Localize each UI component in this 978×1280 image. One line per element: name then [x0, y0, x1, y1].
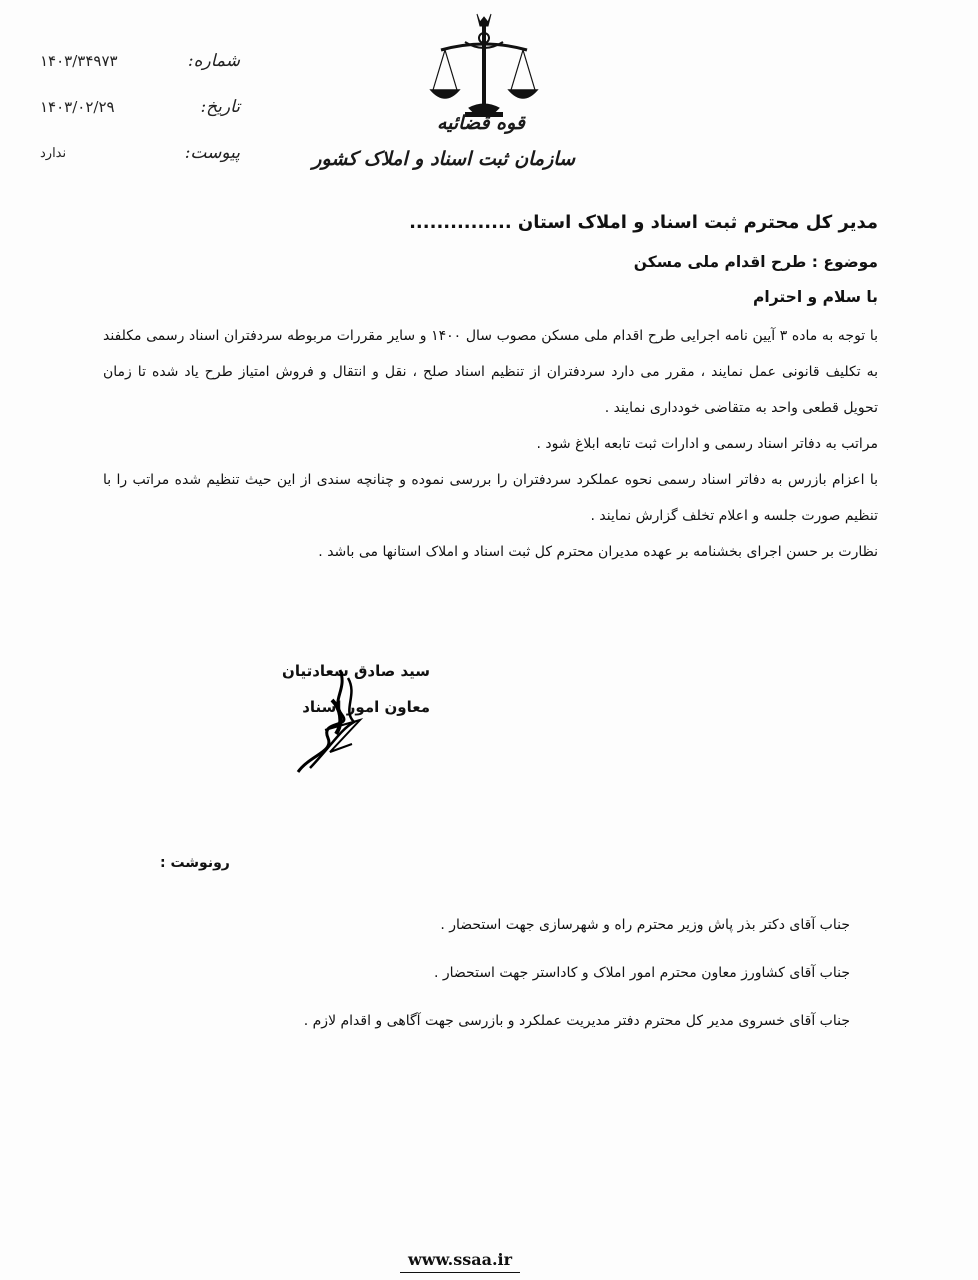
meta-date-row	[40, 84, 240, 130]
signature-block	[270, 660, 430, 780]
judiciary-name: قوه قضائیه	[436, 112, 525, 134]
body-paragraph: مراتب به دفاتر اسناد رسمی و ادارات ثبت تابعه ابلاغ شود .	[536, 436, 878, 452]
letter-body	[103, 318, 878, 570]
attachment-label: پیوست:	[184, 143, 240, 163]
cc-list	[170, 913, 850, 1057]
meta-number-row	[40, 38, 240, 84]
handwritten-signature-icon	[270, 660, 430, 780]
attachment-value: ندارد	[40, 145, 67, 161]
meta-attachment-row	[40, 130, 240, 176]
body-paragraph: نظارت بر حسن اجرای بخشنامه بر عهده مدیران محترم کل ثبت اسناد و املاک استانها می باشد .	[318, 544, 878, 560]
date-label: تاریخ:	[200, 97, 240, 117]
letter-greeting: با سلام و احترام	[753, 288, 878, 306]
website-link[interactable]: www.ssaa.ir	[407, 1250, 513, 1269]
number-label: شماره:	[187, 51, 240, 71]
signatory-title: معاون امور اسناد	[302, 698, 430, 716]
letter-subject: موضوع : طرح اقدام ملی مسکن	[633, 253, 878, 271]
website-underline	[400, 1272, 520, 1273]
date-value: ۱۴۰۳/۰۲/۲۹	[40, 98, 115, 116]
signatory-name: سید صادق سعادتیان	[282, 662, 430, 680]
cc-item: جناب آقای کشاورز معاون محترم امور املاک و کاداستر جهت استحضار .	[433, 965, 850, 981]
body-paragraph: با اعزام بازرس به دفاتر اسناد رسمی نحوه عملکرد سردفتران را بررسی نموده و چنانچه سندی از این حیث تنظیم شده مراتب را با تنظیم صورت جلسه و اعلام تخلف گزارش نمایند .	[103, 472, 878, 524]
cc-label: رونوشت :	[160, 855, 230, 871]
number-value: ۱۴۰۳/۳۴۹۷۳	[40, 52, 118, 70]
organization-header	[312, 112, 575, 184]
letter-addressee: مدیر کل محترم ثبت اسناد و املاک استان ...............	[409, 212, 878, 233]
organization-name: سازمان ثبت اسناد و املاک کشور	[312, 148, 575, 170]
scales-of-justice-emblem-icon	[425, 8, 543, 126]
cc-item: جناب آقای دکتر بذر پاش وزیر محترم راه و شهرسازی جهت استحضار .	[440, 917, 850, 933]
letter-meta	[40, 38, 240, 176]
body-paragraph: با توجه به ماده ۳ آیین نامه اجرایی طرح اقدام ملی مسکن مصوب سال ۱۴۰۰ و سایر مقررات مربوطه سردفتران اسناد رسمی مکلفند به تکلیف قانونی عمل نمایند ، مقرر می دارد سردفتران از تنظیم اسناد صلح ، نقل و انتقال و فروش امتیاز طرح یاد شده تا زمان تحویل قطعی واحد به متقاضی خودداری نمایند .	[103, 328, 878, 416]
cc-item: جناب آقای خسروی مدیر کل محترم دفتر مدیریت عملکرد و بازرسی جهت آگاهی و اقدام لازم .	[303, 1013, 850, 1029]
